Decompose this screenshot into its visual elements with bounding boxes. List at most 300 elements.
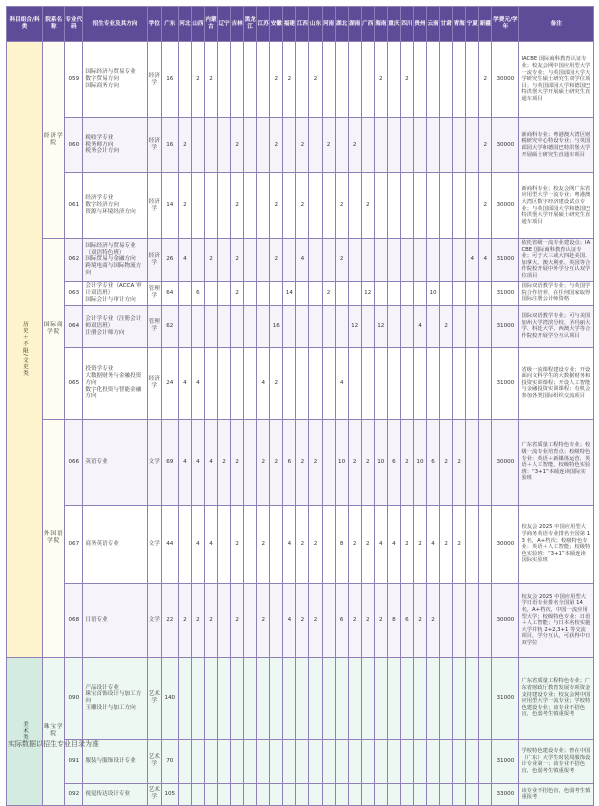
quota-cell	[270, 583, 283, 657]
header-cell: 广西	[361, 7, 374, 42]
header-cell: 备注	[519, 7, 594, 42]
quota-cell	[322, 783, 335, 805]
quota-cell	[204, 783, 217, 805]
quota-cell: 8	[387, 583, 400, 657]
quota-cell	[361, 305, 374, 347]
quota-cell: 4	[191, 505, 204, 583]
quota-cell	[348, 347, 361, 419]
quota-cell	[270, 281, 283, 305]
quota-cell	[479, 505, 492, 583]
major-name-cell: 会计学专业（注册会计师双语班） 注册会计师方向	[83, 305, 147, 347]
quota-cell	[244, 347, 257, 419]
quota-cell: 2	[231, 281, 244, 305]
tuition-cell: 31000	[492, 739, 519, 783]
quota-cell	[322, 42, 335, 118]
quota-cell	[440, 239, 453, 282]
quota-cell: 2	[309, 583, 322, 657]
quota-cell	[244, 239, 257, 282]
quota-cell	[257, 239, 270, 282]
quota-cell	[257, 739, 270, 783]
quota-cell: 2	[479, 42, 492, 118]
quota-cell: 16	[270, 305, 283, 347]
remark-cell: 新商科专业；校友会网广东省应用型大学一流专业；粤港澳大湾区数字经济建设试点专业；与英国邱园大学和德国巴特洪堡大学开展硕士研究生直通车项目	[519, 173, 594, 239]
header-cell: 宁夏	[466, 7, 479, 42]
quota-cell	[309, 118, 322, 173]
quota-cell: 44	[161, 505, 178, 583]
quota-cell	[453, 118, 466, 173]
quota-cell	[309, 281, 322, 305]
quota-cell: 2	[335, 173, 348, 239]
quota-cell: 2	[400, 419, 413, 505]
quota-cell	[466, 419, 479, 505]
header-cell: 湖南	[348, 7, 361, 42]
quota-cell	[466, 305, 479, 347]
tuition-cell: 33000	[492, 783, 519, 805]
major-code-cell: 066	[65, 419, 83, 505]
table-row	[7, 118, 594, 173]
quota-cell	[413, 739, 426, 783]
quota-cell	[335, 281, 348, 305]
quota-cell: 2	[296, 505, 309, 583]
quota-cell	[335, 783, 348, 805]
quota-cell	[309, 347, 322, 419]
quota-cell: 2	[296, 118, 309, 173]
quota-cell	[466, 739, 479, 783]
quota-cell	[440, 118, 453, 173]
quota-cell: 4	[191, 419, 204, 505]
major-code-cell: 061	[65, 173, 83, 239]
header-cell: 辽宁	[218, 7, 231, 42]
quota-cell	[413, 281, 426, 305]
quota-cell	[244, 419, 257, 505]
quota-cell	[440, 347, 453, 419]
quota-cell	[335, 739, 348, 783]
major-name-cell: 会计学专业（ACCA 审计双语班） 国际会计与审计方向	[83, 281, 147, 305]
quota-cell	[453, 281, 466, 305]
quota-cell	[218, 783, 231, 805]
quota-cell	[348, 281, 361, 305]
quota-cell	[466, 347, 479, 419]
quota-cell	[466, 281, 479, 305]
quota-cell	[335, 305, 348, 347]
remark-cell: 国际双语教学专业；与英国学院合作培养，在任何国家取得国际注册会计师资格	[519, 281, 594, 305]
quota-cell	[427, 657, 440, 739]
quota-cell	[270, 657, 283, 739]
quota-cell	[231, 347, 244, 419]
quota-cell	[453, 739, 466, 783]
quota-cell: 4	[257, 347, 270, 419]
quota-cell	[400, 173, 413, 239]
table-row	[7, 657, 594, 739]
quota-cell: 10	[427, 281, 440, 305]
quota-cell	[466, 42, 479, 118]
header-cell: 重庆	[387, 7, 400, 42]
quota-cell: 69	[161, 419, 178, 505]
quota-cell	[178, 783, 191, 805]
quota-cell: 2	[257, 583, 270, 657]
quota-cell	[479, 783, 492, 805]
table-row	[7, 505, 594, 583]
quota-cell: 6	[283, 419, 296, 505]
quota-cell	[257, 281, 270, 305]
quota-cell	[348, 239, 361, 282]
quota-cell	[400, 347, 413, 419]
header-cell: 专业代码	[65, 7, 83, 42]
header-cell: 安徽	[270, 7, 283, 42]
quota-cell	[178, 305, 191, 347]
quota-cell	[387, 281, 400, 305]
quota-cell	[296, 657, 309, 739]
table-row	[7, 281, 594, 305]
quota-cell	[191, 239, 204, 282]
quota-cell	[427, 739, 440, 783]
quota-cell	[322, 347, 335, 419]
quota-cell	[413, 118, 426, 173]
footnote: 实际数据以招生专业目录为准	[8, 740, 99, 748]
quota-cell: 140	[161, 657, 178, 739]
quota-cell: 4	[178, 347, 191, 419]
quota-cell	[361, 739, 374, 783]
header-cell: 海南	[374, 7, 387, 42]
major-code-cell: 090	[65, 657, 83, 739]
quota-cell: 2	[479, 118, 492, 173]
remark-cell: 广东省质量工程特色专业；校级一流专业培育点；校级特色专业：英语＋新媒体运营，英语＋人工智能，校级特色实验班：“3+1”本硕连读国际实验班	[519, 419, 594, 505]
table-row	[7, 173, 594, 239]
quota-cell: 2	[296, 173, 309, 239]
table-row	[7, 347, 594, 419]
quota-cell: 2	[322, 118, 335, 173]
quota-cell: 64	[161, 281, 178, 305]
quota-cell: 2	[231, 505, 244, 583]
tuition-cell: 30000	[492, 42, 519, 118]
quota-cell	[453, 783, 466, 805]
quota-cell	[427, 118, 440, 173]
quota-cell: 2	[322, 281, 335, 305]
quota-cell	[400, 118, 413, 173]
quota-cell: 2	[178, 118, 191, 173]
degree-cell: 管理学	[147, 305, 161, 347]
quota-cell	[453, 657, 466, 739]
quota-cell	[218, 505, 231, 583]
quota-cell	[427, 173, 440, 239]
quota-cell: 2	[204, 239, 217, 282]
major-name-cell: 经济学专业 数字经济方向 资源与环境经济方向	[83, 173, 147, 239]
degree-cell: 文学	[147, 583, 161, 657]
quota-cell	[270, 739, 283, 783]
quota-cell	[427, 347, 440, 419]
quota-cell	[335, 118, 348, 173]
quota-cell	[348, 42, 361, 118]
quota-cell	[322, 419, 335, 505]
quota-cell: 2	[374, 42, 387, 118]
quota-cell	[218, 118, 231, 173]
college-name-cell: 珠宝学院	[43, 657, 65, 805]
major-name-cell: 国际经济与贸易专业 数字贸易方向 国际商务方向	[83, 42, 147, 118]
quota-cell: 2	[427, 583, 440, 657]
tuition-cell: 30000	[492, 173, 519, 239]
quota-cell	[348, 173, 361, 239]
major-code-cell: 091	[65, 739, 83, 783]
quota-cell	[479, 419, 492, 505]
quota-cell	[283, 173, 296, 239]
quota-cell	[440, 281, 453, 305]
header-cell: 学费元/学年	[492, 7, 519, 42]
quota-cell	[309, 783, 322, 805]
quota-cell	[296, 783, 309, 805]
quota-cell	[387, 657, 400, 739]
subject-group-cell: 美术类	[7, 657, 43, 805]
quota-cell	[361, 347, 374, 419]
header-cell: 内蒙古	[204, 7, 217, 42]
quota-cell: 2	[231, 173, 244, 239]
quota-cell: 6	[400, 583, 413, 657]
quota-cell	[453, 239, 466, 282]
quota-cell: 4	[335, 347, 348, 419]
quota-cell	[244, 118, 257, 173]
quota-cell: 4	[283, 505, 296, 583]
quota-cell	[283, 239, 296, 282]
quota-cell: 16	[161, 118, 178, 173]
quota-cell	[374, 739, 387, 783]
quota-cell	[413, 347, 426, 419]
remark-cell: 学校特色建设专业；曾在中国（广东）大学生时装周服饰设计专业第一；该专业不招色盲，色弱考生慎重报考	[519, 739, 594, 783]
quota-cell	[466, 657, 479, 739]
quota-cell: 2	[400, 505, 413, 583]
major-name-cell: 服装与服饰设计专业	[83, 739, 147, 783]
tuition-cell: 31000	[492, 281, 519, 305]
quota-cell	[204, 739, 217, 783]
header-cell: 广东	[161, 7, 178, 42]
degree-cell: 经济学	[147, 118, 161, 173]
header-cell: 山西	[191, 7, 204, 42]
quota-cell: 2	[218, 419, 231, 505]
quota-cell: 2	[296, 583, 309, 657]
quota-cell: 10	[413, 419, 426, 505]
quota-cell: 4	[413, 305, 426, 347]
tuition-cell: 30000	[492, 505, 519, 583]
major-code-cell: 065	[65, 347, 83, 419]
header-cell: 贵州	[413, 7, 426, 42]
quota-cell: 2	[361, 505, 374, 583]
quota-cell: 2	[348, 419, 361, 505]
quota-cell	[387, 173, 400, 239]
quota-cell	[218, 239, 231, 282]
quota-cell	[270, 783, 283, 805]
quota-cell: 2	[361, 419, 374, 505]
quota-cell	[309, 657, 322, 739]
table-header-row	[7, 7, 594, 42]
major-name-cell: 视觉传达设计专业	[83, 783, 147, 805]
quota-cell	[374, 281, 387, 305]
tuition-cell: 31000	[492, 657, 519, 739]
header-cell: 江苏	[257, 7, 270, 42]
quota-cell: 2	[231, 583, 244, 657]
quota-cell: 10	[374, 419, 387, 505]
quota-cell: 4	[178, 239, 191, 282]
quota-cell	[322, 505, 335, 583]
quota-cell	[244, 42, 257, 118]
quota-cell	[178, 739, 191, 783]
quota-cell	[231, 783, 244, 805]
quota-cell	[244, 173, 257, 239]
tuition-cell: 31000	[492, 305, 519, 347]
quota-cell	[178, 505, 191, 583]
quota-cell	[191, 657, 204, 739]
quota-cell	[466, 118, 479, 173]
quota-cell	[387, 118, 400, 173]
quota-cell: 2	[191, 583, 204, 657]
quota-cell	[231, 305, 244, 347]
college-name-cell: 外国语学院	[43, 419, 65, 657]
remark-cell: 依托省级一流专业建设点；IACBE 国际商科教育认证专业；可于大三或大四赴美国、加拿大、澳大利亚、英国等合作院校开展中外学分互认双学位项目	[519, 239, 594, 282]
quota-cell: 2	[479, 173, 492, 239]
subject-group-cell: 历史＋不限/文史类	[7, 42, 43, 658]
quota-cell: 2	[348, 505, 361, 583]
quota-cell	[257, 118, 270, 173]
major-code-cell: 063	[65, 281, 83, 305]
quota-cell	[361, 657, 374, 739]
header-cell: 新疆	[479, 7, 492, 42]
quota-cell	[453, 583, 466, 657]
quota-cell: 2	[348, 118, 361, 173]
quota-cell: 2	[453, 419, 466, 505]
quota-cell	[348, 783, 361, 805]
header-cell: 江西	[296, 7, 309, 42]
degree-cell: 经济学	[147, 42, 161, 118]
quota-cell: 62	[161, 305, 178, 347]
quota-cell	[178, 657, 191, 739]
quota-cell: 10	[335, 419, 348, 505]
quota-cell	[479, 347, 492, 419]
major-name-cell: 国际经济与贸易专业（双语特色班） 国际贸易与金融方向 跨境电商与国际物流方向	[83, 239, 147, 282]
quota-cell	[361, 42, 374, 118]
header-cell: 湖北	[335, 7, 348, 42]
quota-cell	[374, 173, 387, 239]
degree-cell: 文学	[147, 419, 161, 505]
header-cell: 学位	[147, 7, 161, 42]
quota-cell	[191, 739, 204, 783]
quota-cell	[400, 783, 413, 805]
quota-cell	[440, 783, 453, 805]
header-cell: 甘肃	[440, 7, 453, 42]
quota-cell	[361, 783, 374, 805]
quota-cell	[191, 118, 204, 173]
quota-cell: 2	[270, 347, 283, 419]
quota-cell	[283, 347, 296, 419]
quota-cell: 2	[440, 305, 453, 347]
header-cell: 河南	[322, 7, 335, 42]
quota-cell: 6	[387, 419, 400, 505]
quota-cell	[361, 118, 374, 173]
quota-cell	[231, 42, 244, 118]
quota-cell	[322, 239, 335, 282]
quota-cell	[218, 739, 231, 783]
quota-cell	[440, 42, 453, 118]
quota-cell	[204, 347, 217, 419]
college-name-cell: 国际商学院	[43, 239, 65, 420]
quota-cell	[283, 739, 296, 783]
quota-cell	[309, 305, 322, 347]
degree-cell: 艺术学	[147, 657, 161, 739]
quota-cell: 2	[204, 583, 217, 657]
quota-cell	[309, 173, 322, 239]
quota-cell	[309, 239, 322, 282]
quota-cell: 4	[204, 505, 217, 583]
quota-cell	[453, 347, 466, 419]
major-name-cell: 商务英语专业	[83, 505, 147, 583]
quota-cell: 2	[178, 173, 191, 239]
quota-cell	[400, 281, 413, 305]
quota-cell	[322, 739, 335, 783]
major-name-cell: 投资学专业 大数据财务与金融投资方向 数字化投资与智能金融方向	[83, 347, 147, 419]
quota-cell	[466, 173, 479, 239]
quota-cell: 2	[231, 239, 244, 282]
quota-cell	[466, 783, 479, 805]
quota-cell	[387, 347, 400, 419]
quota-cell: 70	[161, 739, 178, 783]
quota-cell	[204, 173, 217, 239]
quota-cell	[231, 657, 244, 739]
quota-cell	[322, 657, 335, 739]
quota-cell: 4	[191, 347, 204, 419]
quota-cell: 4	[466, 239, 479, 282]
quota-cell	[296, 347, 309, 419]
quota-cell	[231, 739, 244, 783]
quota-cell	[374, 783, 387, 805]
quota-cell: 4	[204, 419, 217, 505]
quota-cell: 4	[178, 419, 191, 505]
quota-cell: 4	[427, 505, 440, 583]
quota-cell	[413, 239, 426, 282]
enrollment-plan-table	[6, 6, 594, 806]
tuition-cell: 30000	[492, 583, 519, 657]
college-name-cell: 经济学院	[43, 42, 65, 239]
quota-cell	[479, 583, 492, 657]
quota-cell: 2	[270, 239, 283, 282]
quota-cell: 2	[257, 505, 270, 583]
quota-cell	[244, 739, 257, 783]
quota-cell	[218, 281, 231, 305]
quota-cell: 2	[309, 42, 322, 118]
header-cell: 青海	[453, 7, 466, 42]
quota-cell: 22	[161, 583, 178, 657]
quota-cell: 2	[400, 42, 413, 118]
quota-cell	[440, 173, 453, 239]
quota-cell: 4	[374, 505, 387, 583]
degree-cell: 管理学	[147, 281, 161, 305]
quota-cell	[296, 42, 309, 118]
quota-cell	[413, 173, 426, 239]
quota-cell	[374, 239, 387, 282]
quota-cell	[244, 583, 257, 657]
major-name-cell: 日语专业	[83, 583, 147, 657]
quota-cell: 2	[413, 583, 426, 657]
quota-cell	[296, 281, 309, 305]
quota-cell	[270, 505, 283, 583]
quota-cell	[413, 657, 426, 739]
quota-cell	[440, 583, 453, 657]
quota-cell	[322, 583, 335, 657]
quota-cell: 2	[191, 42, 204, 118]
header-cell: 招生专业及其方向	[83, 7, 147, 42]
quota-cell: 105	[161, 783, 178, 805]
quota-cell	[218, 305, 231, 347]
quota-cell	[374, 657, 387, 739]
quota-cell	[244, 505, 257, 583]
quota-cell	[335, 42, 348, 118]
quota-cell: 2	[270, 419, 283, 505]
quota-cell	[427, 305, 440, 347]
